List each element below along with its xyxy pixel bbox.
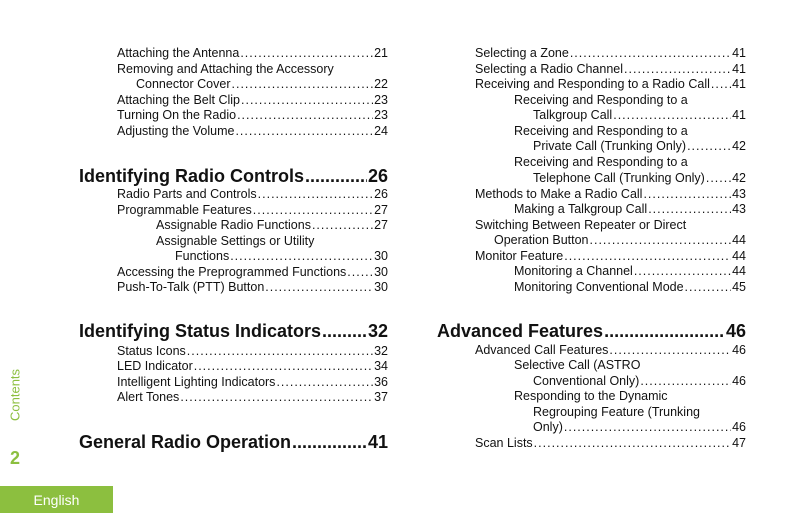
toc-entry-title[interactable]: Receiving and Responding to a: [514, 93, 688, 107]
leader-dots: [634, 264, 731, 279]
toc-entry[interactable]: [533, 420, 746, 435]
toc-entry-title: Monitoring Conventional Mode: [514, 280, 684, 294]
section-page: 32: [367, 321, 388, 341]
section-heading[interactable]: [79, 320, 388, 342]
toc-entry-title: Talkgroup Call: [533, 108, 613, 122]
toc-entry-page: 23: [374, 93, 388, 107]
toc-entry-title: Receiving and Responding to a Radio Call: [475, 77, 710, 91]
toc-entry-title: Adjusting the Volume: [117, 124, 235, 138]
toc-entry[interactable]: [117, 187, 388, 202]
toc-entry-title: Functions: [175, 249, 230, 263]
toc-entry-title[interactable]: Receiving and Responding to a: [514, 155, 688, 169]
toc-entry-title: Assignable Radio Functions: [156, 218, 311, 232]
toc-entry-title: Attaching the Belt Clip: [117, 93, 240, 107]
toc-entry[interactable]: [117, 280, 388, 295]
toc-entry-title: Programmable Features: [117, 203, 252, 217]
leader-dots: [180, 390, 373, 405]
toc-entry-title: Intelligent Lighting Indicators: [117, 375, 276, 389]
leader-dots: [347, 265, 373, 280]
leader-dots: [276, 375, 373, 390]
toc-entry-title: Monitoring a Channel: [514, 264, 633, 278]
toc-entry-title: Making a Talkgroup Call: [514, 202, 648, 216]
toc-entry-title: Connector Cover: [136, 77, 231, 91]
toc-entry-page: 43: [732, 202, 746, 216]
toc-entry[interactable]: [494, 233, 746, 248]
toc-entry-title: Operation Button: [494, 233, 589, 247]
language-tab: English: [0, 486, 113, 513]
toc-entry-page: 23: [374, 108, 388, 122]
toc-entry[interactable]: [475, 46, 746, 61]
toc-entry-title: Advanced Call Features: [475, 343, 609, 357]
toc-entry-page: 26: [374, 187, 388, 201]
toc-entry-page: 42: [732, 171, 746, 185]
toc-entry[interactable]: [117, 46, 388, 61]
leader-dots: [194, 359, 373, 374]
leader-dots: [258, 187, 373, 202]
toc-entry-page: 44: [732, 233, 746, 247]
toc-entry-title: Scan Lists: [475, 436, 533, 450]
toc-entry[interactable]: [514, 202, 746, 217]
toc-entry-page: 41: [732, 62, 746, 76]
toc-entry-title: Status Icons: [117, 344, 186, 358]
toc-entry-page: 24: [374, 124, 388, 138]
toc-entry-title[interactable]: Responding to the Dynamic: [514, 389, 668, 403]
section-page: 46: [725, 321, 746, 341]
toc-entry-page: 30: [374, 249, 388, 263]
toc-entry-page: 44: [732, 249, 746, 263]
toc-entry-title[interactable]: Switching Between Repeater or Direct: [475, 218, 687, 232]
toc-entry-page: 30: [374, 280, 388, 294]
leader-dots: [613, 108, 731, 123]
toc-entry-page: 46: [732, 343, 746, 357]
toc-entry-title: Radio Parts and Controls: [117, 187, 257, 201]
toc-entry-title: Push-To-Talk (PTT) Button: [117, 280, 265, 294]
leader-dots: [253, 203, 373, 218]
toc-entry-title: Methods to Make a Radio Call: [475, 187, 643, 201]
leader-dots: [305, 165, 367, 187]
toc-entry[interactable]: [117, 203, 388, 218]
toc-entry-title: LED Indicator: [117, 359, 193, 373]
leader-dots: [711, 77, 731, 92]
leader-dots: [590, 233, 732, 248]
toc-entry-page: 45: [732, 280, 746, 294]
section-heading[interactable]: [437, 320, 746, 342]
section-page: 26: [367, 166, 388, 186]
leader-dots: [685, 280, 732, 295]
toc-entry[interactable]: [533, 374, 746, 389]
toc-entry-page: 46: [732, 420, 746, 434]
toc-entry-page: 27: [374, 203, 388, 217]
toc-entry[interactable]: [533, 171, 746, 186]
toc-entry[interactable]: [475, 62, 746, 77]
leader-dots: [706, 171, 731, 186]
toc-entry-title: Selecting a Radio Channel: [475, 62, 624, 76]
section-page: 41: [367, 432, 388, 452]
leader-dots: [312, 218, 373, 233]
toc-entry[interactable]: [533, 139, 746, 154]
leader-dots: [187, 344, 373, 359]
leader-dots: [570, 46, 731, 61]
toc-entry-title[interactable]: Assignable Settings or Utility: [156, 234, 315, 248]
toc-entry-title: Attaching the Antenna: [117, 46, 240, 60]
toc-entry[interactable]: [117, 359, 388, 374]
leader-dots: [232, 77, 374, 92]
toc-entry-title: Only): [533, 420, 563, 434]
toc-entry[interactable]: [475, 187, 746, 202]
toc-entry[interactable]: [117, 344, 388, 359]
leader-dots: [265, 280, 373, 295]
toc-entry-page: 41: [732, 46, 746, 60]
toc-entry-title: Accessing the Preprogrammed Functions: [117, 265, 347, 279]
leader-dots: [648, 202, 731, 217]
section-title: Identifying Radio Controls: [79, 166, 304, 186]
toc-entry[interactable]: [533, 108, 746, 123]
leader-dots: [322, 320, 367, 342]
toc-entry-title[interactable]: Receiving and Responding to a: [514, 124, 688, 138]
toc-entry-page: 36: [374, 375, 388, 389]
toc-entry-title[interactable]: Regrouping Feature (Trunking: [533, 405, 700, 419]
toc-entry-page: 22: [374, 77, 388, 91]
leader-dots: [292, 431, 367, 453]
toc-entry-title: Selecting a Zone: [475, 46, 569, 60]
toc-entry-title: Conventional Only): [533, 374, 640, 388]
leader-dots: [235, 124, 373, 139]
toc-entry[interactable]: [117, 265, 388, 280]
toc-entry-title: Private Call (Trunking Only): [533, 139, 687, 153]
toc-entry-title: Turning On the Radio: [117, 108, 237, 122]
leader-dots: [240, 46, 373, 61]
leader-dots: [643, 187, 731, 202]
toc-entry-title: Telephone Call (Trunking Only): [533, 171, 705, 185]
section-title: General Radio Operation: [79, 432, 292, 452]
toc-entry-page: 37: [374, 390, 388, 404]
section-title: Identifying Status Indicators: [79, 321, 322, 341]
page-number: 2: [10, 448, 21, 468]
toc-entry-page: 41: [732, 108, 746, 122]
leader-dots: [237, 108, 373, 123]
toc-entry-page: 43: [732, 187, 746, 201]
toc-entry[interactable]: [514, 264, 746, 279]
toc-entry[interactable]: [117, 375, 388, 390]
leader-dots: [534, 436, 731, 451]
leader-dots: [604, 320, 725, 342]
toc-entry[interactable]: [175, 249, 388, 264]
toc-entry-page: 46: [732, 374, 746, 388]
leader-dots: [241, 93, 373, 108]
toc-entry[interactable]: [117, 108, 388, 123]
toc-entry-page: 47: [732, 436, 746, 450]
leader-dots: [609, 343, 731, 358]
toc-entry-page: 42: [732, 139, 746, 153]
toc-entry[interactable]: [117, 390, 388, 405]
section-heading[interactable]: [79, 431, 388, 453]
toc-entry[interactable]: [514, 280, 746, 295]
toc-entry-page: 27: [374, 218, 388, 232]
section-heading[interactable]: [79, 165, 388, 187]
toc-entry-page: 32: [374, 344, 388, 358]
toc-entry[interactable]: [117, 124, 388, 139]
toc-entry[interactable]: [475, 343, 746, 358]
toc-entry-page: 41: [732, 77, 746, 91]
toc-entry-page: 44: [732, 264, 746, 278]
toc-entry[interactable]: [136, 77, 388, 92]
toc-entry[interactable]: [475, 436, 746, 451]
toc-entry[interactable]: [475, 77, 746, 92]
toc-entry-title[interactable]: Selective Call (ASTRO: [514, 358, 641, 372]
toc-entry-title[interactable]: Removing and Attaching the Accessory: [117, 62, 334, 76]
toc-entry-title: Alert Tones: [117, 390, 180, 404]
toc-entry-page: 30: [374, 265, 388, 279]
leader-dots: [640, 374, 731, 389]
toc-entry[interactable]: [117, 93, 388, 108]
leader-dots: [564, 420, 731, 435]
toc-entry[interactable]: [475, 249, 746, 264]
section-title: Advanced Features: [437, 321, 604, 341]
toc-entry-page: 21: [374, 46, 388, 60]
leader-dots: [624, 62, 731, 77]
leader-dots: [230, 249, 373, 264]
leader-dots: [687, 139, 731, 154]
toc-entry-page: 34: [374, 359, 388, 373]
toc-entry-title: Monitor Feature: [475, 249, 564, 263]
leader-dots: [564, 249, 731, 264]
toc-entry[interactable]: [156, 218, 388, 233]
contents-side-label: Contents: [7, 368, 23, 422]
